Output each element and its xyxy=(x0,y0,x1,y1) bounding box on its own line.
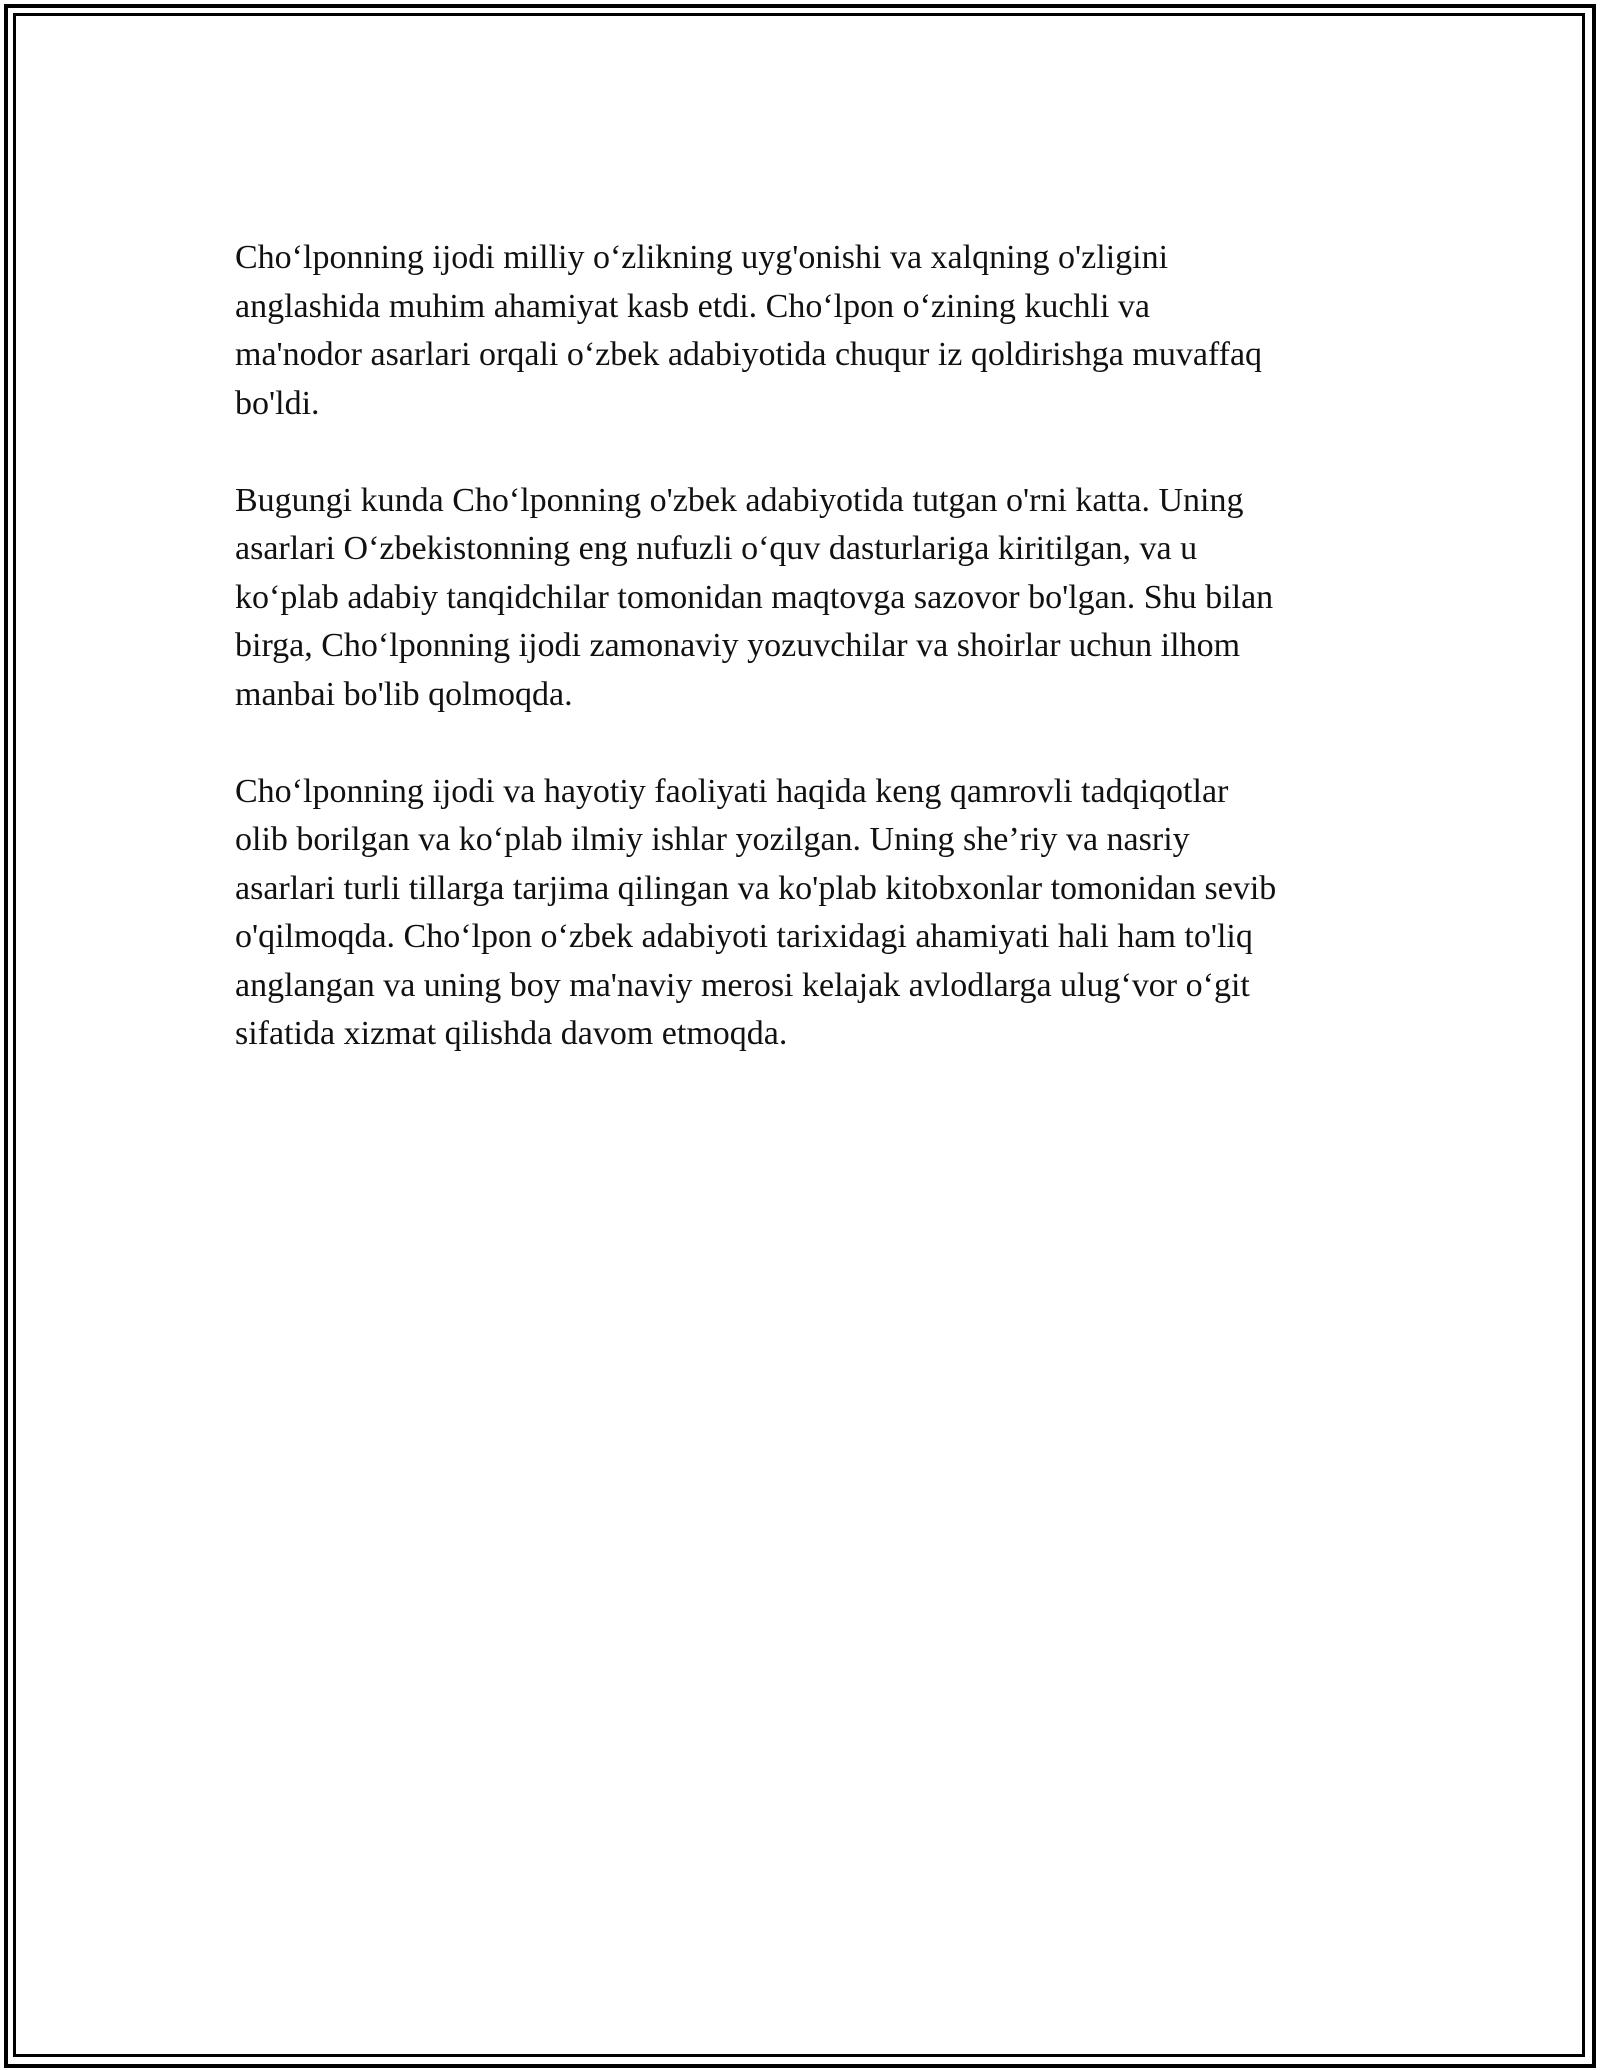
text-line: olib borilgan va ko‘plab ilmiy ishlar yozilgan. Uning she’riy va nasriy xyxy=(235,821,1190,858)
text-line: o'qilmoqda. Cho‘lpon o‘zbek adabiyoti tarixidagi ahamiyati hali ham to'liq xyxy=(235,918,1253,955)
text-line: ko‘plab adabiy tanqidchilar tomonidan maqtovga sazovor bo'lgan. Shu bilan xyxy=(235,578,1274,616)
text-line: ma'nodor asarlari orqali o‘zbek adabiyotida chuqur iz qoldirishga muvaffaq xyxy=(235,336,1263,373)
text-line: sifatida xizmat qilishda davom etmoqda. xyxy=(235,1015,788,1052)
document-body xyxy=(235,234,1370,1107)
paragraph-3 xyxy=(235,768,1370,1059)
text-line: manbai bo'lib qolmoqda. xyxy=(235,675,573,713)
paragraph-2 xyxy=(235,477,1370,720)
text-line: anglashida muhim ahamiyat kasb etdi. Cho‘lpon o‘zining kuchli va xyxy=(235,287,1150,325)
text-line: Cho‘lponning ijodi milliy o‘zlikning uyg'onishi va xalqning o'zligini xyxy=(235,239,1169,276)
text-line: Cho‘lponning ijodi va hayotiy faoliyati haqida keng qamrovli tadqiqotlar xyxy=(235,772,1229,810)
paragraph-1 xyxy=(235,234,1370,428)
text-line: birga, Cho‘lponning ijodi zamonaviy yozuvchilar va shoirlar uchun ilhom xyxy=(235,627,1241,664)
text-line: asarlari turli tillarga tarjima qilingan va ko'plab kitobxonlar tomonidan sevib xyxy=(235,869,1277,907)
text-line: anglangan va uning boy ma'naviy merosi kelajak avlodlarga ulug‘vor o‘git xyxy=(235,966,1250,1004)
text-line: bo'ldi. xyxy=(235,384,320,422)
text-line: asarlari O‘zbekistonning eng nufuzli o‘quv dasturlariga kiritilgan, va u xyxy=(235,530,1198,567)
text-line: Bugungi kunda Cho‘lponning o'zbek adabiyotida tutgan o'rni katta. Uning xyxy=(235,481,1244,519)
